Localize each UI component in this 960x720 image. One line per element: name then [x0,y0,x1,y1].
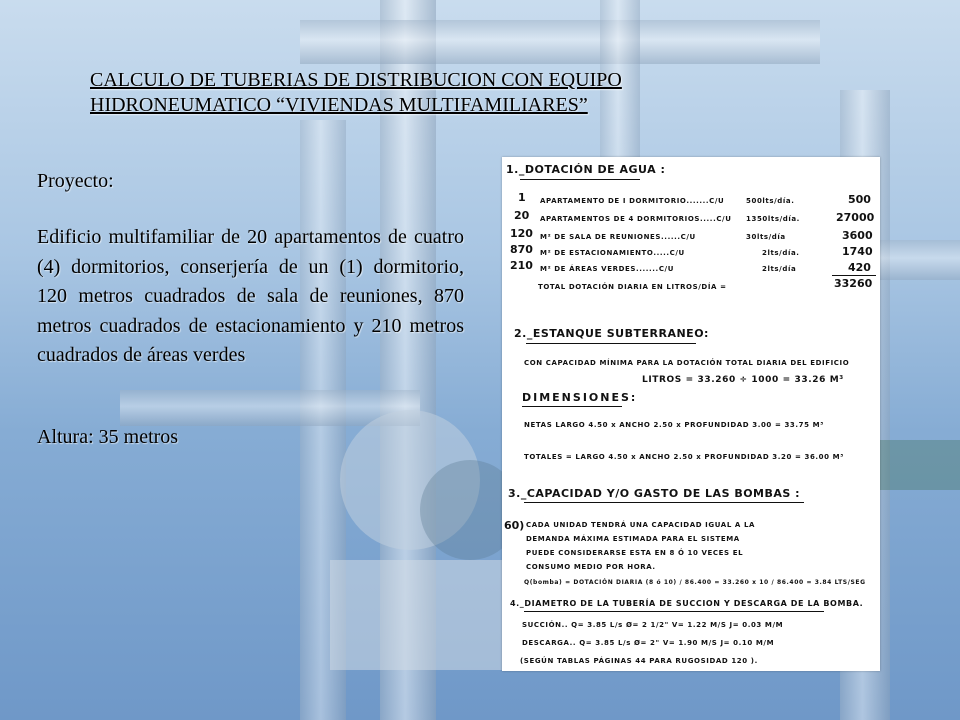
total-value: 33260 [834,277,873,290]
page-title [90,68,790,118]
row-5-desc: M² DE ÁREAS VERDES.......C/U [540,265,674,273]
section-4-succion: SUCCIÓN.. Q= 3.85 L/s Ø= 2 1/2" V= 1.22 M/S J= 0.03 M/M [522,621,784,629]
section-3-line-1: CADA UNIDAD TENDRÁ UNA CAPACIDAD IGUAL A LA [526,521,756,529]
row-2-rate: 1350lts/día. [746,215,800,223]
section-1-heading: 1._DOTACIÓN DE AGUA : [506,163,666,176]
section-3-line-3: PUEDE CONSIDERARSE ESTA EN 8 Ó 10 VECES EL [526,549,744,557]
dimensions-totales: TOTALES = LARGO 4.50 x ANCHO 2.50 x PROFUNDIDAD 3.20 = 36.00 M³ [524,453,844,461]
row-2-desc: APARTAMENTOS DE 4 DORMITORIOS.....C/U [540,215,732,223]
section-3-heading: 3._CAPACIDAD Y/O GASTO DE LAS BOMBAS : [508,487,801,500]
section-4-descarga: DESCARGA.. Q= 3.85 L/s Ø= 2" V= 1.90 M/S J= 0.10 M/M [522,639,775,647]
row-2-qty: 20 [514,209,530,222]
section-2-calc: LITROS = 33.260 ÷ 1000 = 33.26 M³ [642,375,844,385]
section-4-heading: 4._DIAMETRO DE LA TUBERÍA DE SUCCION Y DESCARGA DE LA BOMBA. [510,599,864,608]
section-3-formula: Q(bomba) = DOTACIÓN DIARIA (8 ó 10) / 86.400 = 33.260 x 10 / 86.400 = 3.84 LTS/SEG [524,579,866,586]
row-3-total: 3600 [842,229,873,242]
row-4-qty: 870 [510,243,533,256]
dimensions-heading: DIMENSIONES: [522,391,638,404]
row-5-total: 420 [848,261,871,274]
building-height: Altura: 35 metros [37,426,179,448]
section-3-line-4: CONSUMO MEDIO POR HORA. [526,563,656,571]
row-2-total: 27000 [836,211,875,224]
title-line-2: HIDRONEUMATICO “VIVIENDAS MULTIFAMILIARES” [90,94,588,116]
project-label: Proyecto: [37,170,114,192]
title-line-1: CALCULO DE TUBERIAS DE DISTRIBUCION CON EQUIPO [90,69,622,91]
row-1-total: 500 [848,193,871,206]
project-description: Edificio multifamiliar de 20 apartamentos de cuatro (4) dormitorios, conserjería de un (1) dormitorio, 120 metros cuadrados de sala de reuniones, 870 metros cuadrados de estacionamiento y 210 metros cuadrados de áreas verdes [37,226,464,366]
section-2-heading: 2._ESTANQUE SUBTERRANEO: [514,327,709,340]
section-4-tablas: (SEGÚN TABLAS PÁGINAS 44 PARA RUGOSIDAD 120 ). [520,657,758,665]
row-3-rate: 30lts/día [746,233,786,241]
row-5-qty: 210 [510,259,533,272]
row-3-qty: 120 [510,227,533,240]
total-label: TOTAL DOTACIÓN DIARIA EN LITROS/DÍA = [538,283,727,291]
section-3-ref: 60) [504,519,525,532]
calculation-sheet [502,157,880,671]
row-1-rate: 500lts/día. [746,197,795,205]
row-5-rate: 2lts/día [762,265,797,273]
dimensions-netas: NETAS LARGO 4.50 x ANCHO 2.50 x PROFUNDIDAD 3.00 = 33.75 M³ [524,421,824,429]
section-2-text: CON CAPACIDAD MÍNIMA PARA LA DOTACIÓN TOTAL DIARIA DEL EDIFICIO [524,359,850,367]
row-3-desc: M² DE SALA DE REUNIONES......C/U [540,233,696,241]
row-4-desc: M² DE ESTACIONAMIENTO.....C/U [540,249,685,257]
row-1-desc: APARTAMENTO DE I DORMITORIO.......C/U [540,197,725,205]
section-3-line-2: DEMANDA MÁXIMA ESTIMADA PARA EL SISTEMA [526,535,740,543]
row-1-qty: 1 [518,191,526,204]
row-4-rate: 2lts/día. [762,249,800,257]
row-4-total: 1740 [842,245,873,258]
